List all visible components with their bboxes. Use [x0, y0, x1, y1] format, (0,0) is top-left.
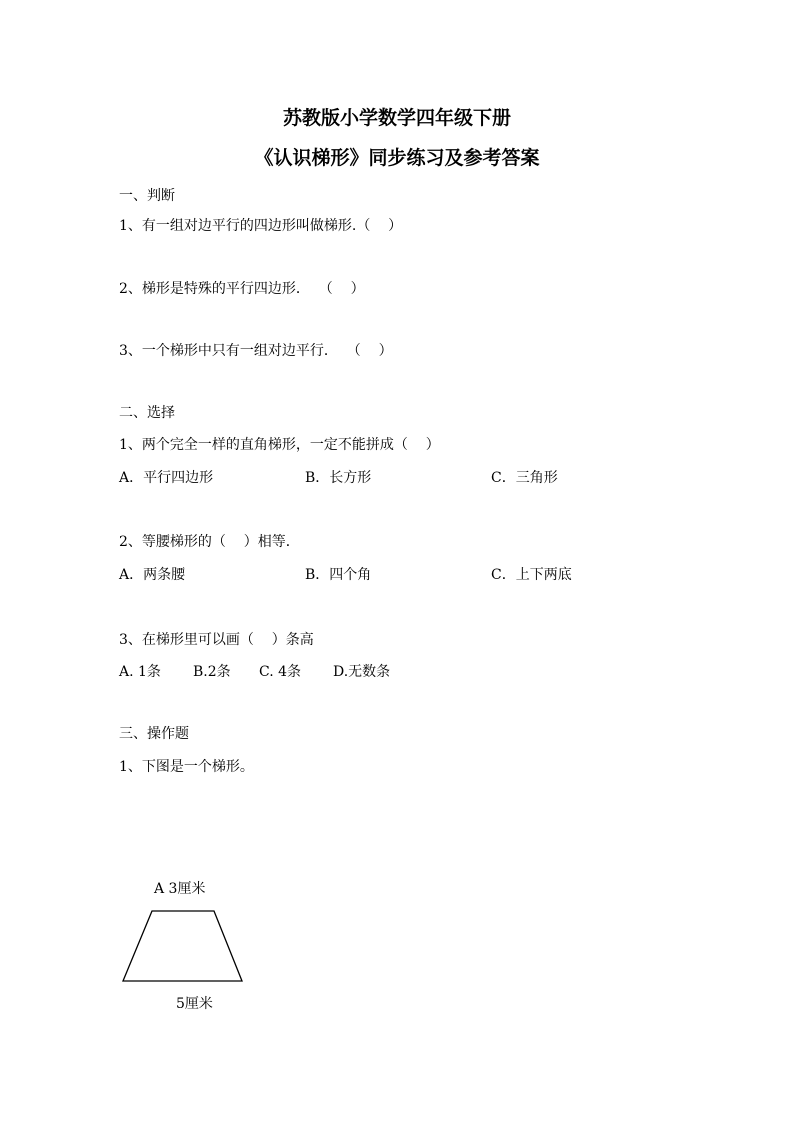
- trapezoid-bottom-label: 5厘米: [176, 996, 213, 1012]
- choice-2-option-b: B．四个角: [305, 567, 372, 583]
- choice-2-option-a: A．两条腰: [119, 567, 186, 583]
- judge-question-2: 2、梯形是特殊的平行四边形． （ ）: [119, 281, 365, 297]
- choice-3-option-a: A. 1条: [119, 664, 161, 680]
- trapezoid-shape: [123, 911, 242, 981]
- judge-question-1: 1、有一组对边平行的四边形叫做梯形.（ ）: [119, 218, 403, 234]
- choice-2-option-c: C．上下两底: [491, 567, 572, 583]
- trapezoid-top-label: A 3厘米: [154, 881, 206, 897]
- choice-1-option-a: A．平行四边形: [119, 470, 214, 486]
- judge-question-3: 3、一个梯形中只有一组对边平行． （ ）: [119, 343, 393, 359]
- trapezoid-figure: [118, 900, 248, 990]
- choice-question-1: 1、两个完全一样的直角梯形，一定不能拼成（ ）: [119, 437, 440, 453]
- section-heading-judge: 一、判断: [119, 188, 175, 204]
- choice-3-option-b: B.2条: [193, 664, 231, 680]
- section-heading-operation: 三、操作题: [119, 726, 189, 742]
- choice-3-option-d: D.无数条: [333, 664, 391, 680]
- choice-question-3: 3、在梯形里可以画（ ）条高: [119, 632, 314, 648]
- choice-1-option-c: C．三角形: [491, 470, 558, 486]
- section-heading-choice: 二、选择: [119, 405, 175, 421]
- choice-question-2: 2、等腰梯形的（ ）相等．: [119, 534, 300, 550]
- page-subtitle: 《认识梯形》同步练习及参考答案: [254, 147, 540, 169]
- operation-question-1: 1、下图是一个梯形。: [119, 759, 254, 775]
- page-title: 苏教版小学数学四年级下册: [282, 107, 511, 129]
- choice-1-option-b: B．长方形: [305, 470, 372, 486]
- choice-3-option-c: C. 4条: [259, 664, 302, 680]
